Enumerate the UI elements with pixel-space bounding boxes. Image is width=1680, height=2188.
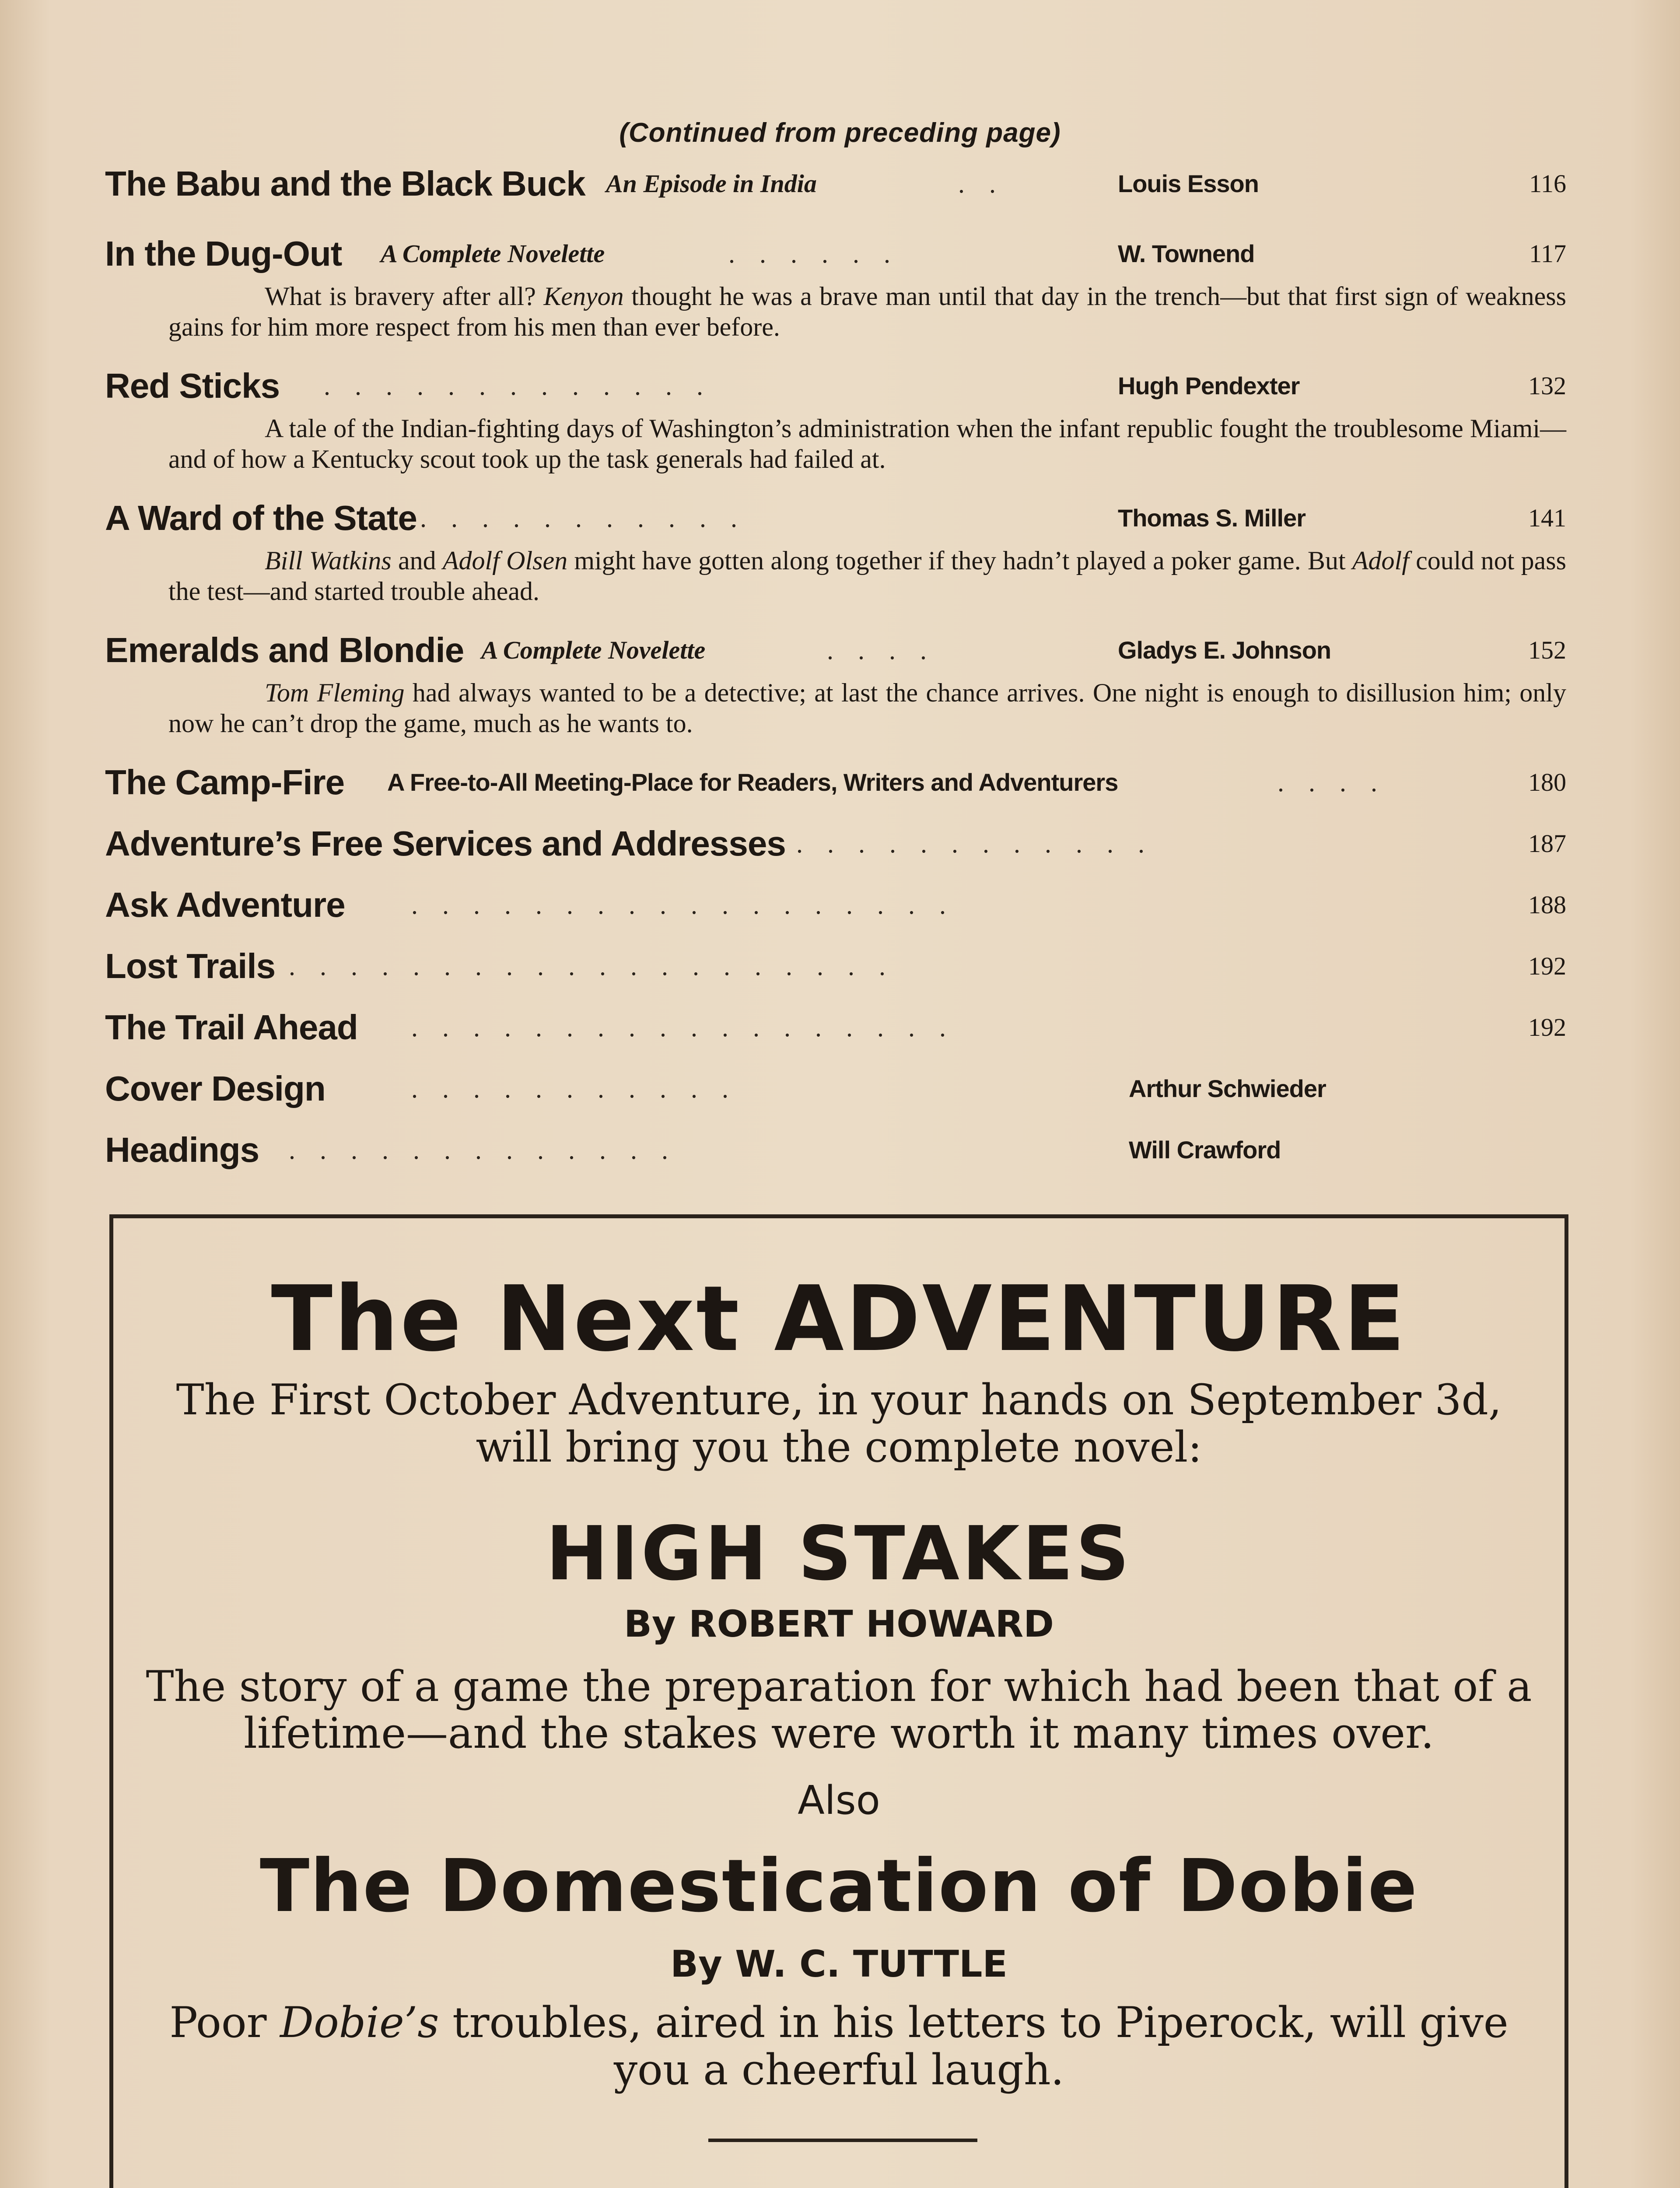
second-story-title: The Domestication of Dobie [259,1844,1418,1929]
novel-title: HIGH STAKES [546,1511,1132,1597]
toc-entry [105,620,1566,739]
page-number: 192 [1528,952,1566,980]
story-title: Emeralds and Blondie [105,631,464,670]
story-author: W. Townend [1118,240,1255,267]
page-number: 180 [1528,768,1566,796]
announcement-heading: The Next ADVENTURE [271,1266,1407,1371]
toc-entry [105,487,1566,607]
page-number: 192 [1528,1013,1566,1041]
dot-leaders: ............. [289,1136,693,1164]
dot-leaders: ........... [411,1074,753,1103]
second-story-description: Poor Dobie’s troubles, aired in his letters to Piperock, will give [169,1998,1508,2047]
toc-entry [105,1119,1566,1181]
story-description: Bill Watkins and Adolf Olsen might have gotten along together if they hadn’t played a poker game. But Adolf could not pass the test—and started trouble ahead. [168,546,1566,606]
story-description: Tom Fleming had always wanted to be a detective; at last the chance arrives. One night is enough to disillusion him; only now he can’t drop the game, much as he wants to. [168,678,1566,738]
novel-byline: By ROBERT HOWARD [624,1602,1054,1645]
dot-leaders: .... [827,636,951,665]
story-title: The Babu and the Black Buck [105,164,585,203]
second-story-byline: By W. C. TUTTLE [670,1943,1008,1985]
story-title: Ask Adventure [105,885,345,924]
story-subtitle: A Complete Novelette [381,239,605,268]
toc-entry [105,936,1566,997]
toc-entry [105,355,1566,474]
page-number: 187 [1528,829,1566,858]
dot-leaders: ........... [420,504,762,533]
toc-entry [105,1058,1566,1119]
dot-leaders: .................. [411,891,970,919]
story-title: Headings [105,1130,259,1169]
story-title: Lost Trails [105,947,276,985]
story-author: Thomas S. Miller [1118,504,1306,532]
continued-note: (Continued from preceding page) [619,118,1061,148]
announcement-intro: The First October Adventure, in your hands on September 3d, [176,1375,1502,1424]
toc-entry [105,223,1566,342]
dot-leaders: .... [1278,768,1402,797]
next-issue-announcement [109,1214,1568,2188]
toc-entry [105,997,1566,1058]
story-title: Adventure’s Free Services and Addresses [105,824,786,863]
page-number: 132 [1528,372,1566,400]
artist-credit: Will Crawford [1129,1136,1281,1164]
toc-entry [105,153,1566,211]
story-author: Louis Esson [1118,170,1259,197]
story-title: In the Dug-Out [105,234,342,273]
dot-leaders: .. [958,169,1020,198]
novel-description: The story of a game the preparation for which had been that of a [146,1662,1532,1711]
story-subtitle: A Complete Novelette [481,636,706,664]
page-number: 188 [1528,891,1566,919]
announcement-intro: will bring you the complete novel: [476,1423,1202,1472]
story-title: A Ward of the State [105,498,417,537]
page-number: 152 [1528,636,1566,664]
toc-entry [105,874,1566,936]
dot-leaders: .................. [411,1013,970,1042]
artist-credit: Arthur Schwieder [1129,1075,1326,1102]
story-subtitle: A Free-to-All Meeting-Place for Readers, Writers and Adventurers [387,768,1118,796]
story-title: The Camp-Fire [105,763,345,802]
story-author: Hugh Pendexter [1118,372,1300,400]
also-label: Also [798,1778,880,1823]
page-number: 117 [1529,239,1566,268]
toc-entry [105,752,1566,813]
table-of-contents [105,153,1566,1181]
divider-rule [708,2139,977,2142]
dot-leaders: ............. [324,372,728,400]
story-author: Gladys E. Johnson [1118,636,1331,664]
page-number: 141 [1528,504,1566,532]
story-title: The Trail Ahead [105,1008,358,1047]
toc-entry [105,813,1566,874]
novel-description: lifetime—and the stakes were worth it many times over. [244,1709,1434,1758]
story-description: A tale of the Indian-fighting days of Washington’s administration when the infant republic fought the troublesome Miami—and of how a Kentucky scout took up the task generals had failed at. [168,414,1566,473]
story-description: What is bravery after all? Kenyon thought he was a brave man until that day in the trench—but that first sign of weakness gains for him more respect from his men than ever before. [168,282,1566,341]
story-title: Cover Design [105,1069,326,1108]
story-title: Red Sticks [105,366,280,405]
dot-leaders: ............ [796,829,1169,858]
dot-leaders: .................... [289,952,910,981]
page-number: 116 [1529,169,1566,198]
second-story-description: you a cheerful laugh. [613,2045,1064,2094]
dot-leaders: ...... [728,239,915,268]
story-subtitle: An Episode in India [606,169,817,198]
